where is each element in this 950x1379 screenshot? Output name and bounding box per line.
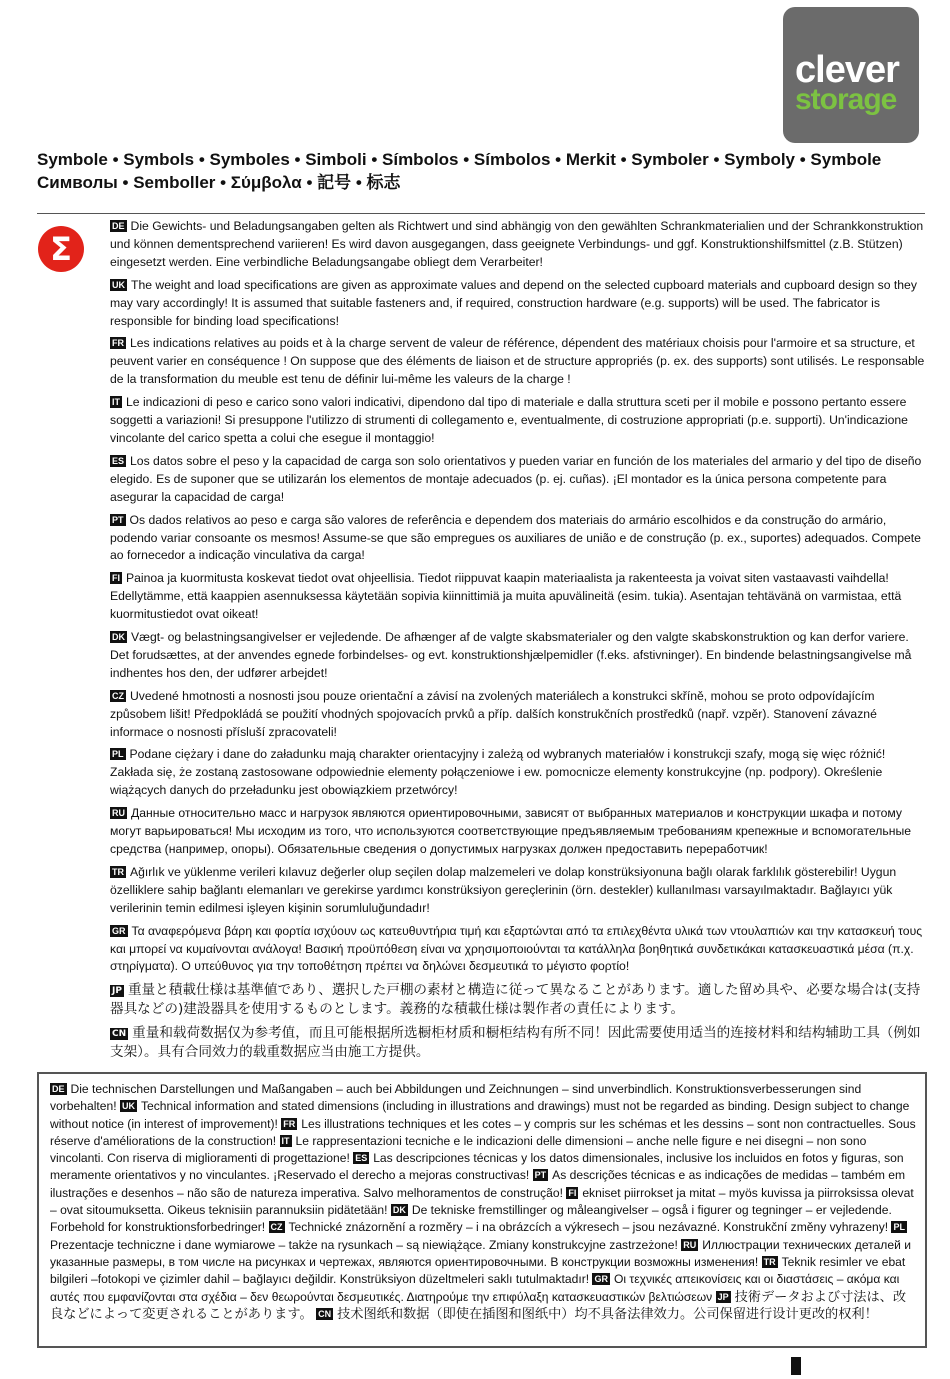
language-tag: FR bbox=[283, 1118, 296, 1129]
language-tag: DK bbox=[392, 1205, 406, 1216]
load-note-text: Les indications relatives au poids et à la charge servent de valeur de référence, dépendent des matériaux choisis pour l'armoire et sa structure, et peuvent varier en conséquence ! On suppose que des éléments de liaison et de structure appropriés (p. ex. des supports) sont utilisés. Le responsable de la transformation du meuble est tenu de définir lui-même les valeurs de la charge ! bbox=[110, 336, 925, 387]
language-tag: FI bbox=[568, 1187, 577, 1198]
load-note-jp bbox=[110, 981, 925, 1019]
load-note-text: 重量と積載仕様は基準値であり、選択した戸棚の素材と構造に従って異なることがあります。適した留め具や、必要な場合は(支持器具などの)建設器具を使用するものとします。義務的な積載仕様は製作者の責任によります。 bbox=[110, 982, 921, 1018]
logo-word-clever: clever bbox=[795, 49, 899, 91]
language-tag: GR bbox=[112, 925, 126, 936]
language-tag: TR bbox=[112, 866, 124, 877]
load-note-pt bbox=[110, 512, 925, 566]
load-note-fr bbox=[110, 335, 925, 389]
language-tag: PL bbox=[112, 749, 124, 760]
load-note-cn bbox=[110, 1024, 925, 1062]
load-note-cz bbox=[110, 688, 925, 742]
tech-notice-text: Technické znázornění a rozměry – i na obrázcích a výkresech – jsou nezávazné. Konstrukční změny vyhrazeny! bbox=[288, 1220, 889, 1235]
tech-notice-text: Иллюстрации технических деталей и указанные размеры, в том числе на рисунках и чертежах, являются ориентировочными. В конструкции возможны изменения! bbox=[50, 1237, 911, 1269]
load-note-ru bbox=[110, 805, 925, 859]
language-tag: CZ bbox=[270, 1222, 283, 1233]
load-note-text: Die Gewichts- und Beladungsangaben gelten als Richtwert und sind abhängig von den gewählten Schrankmaterialien und der Schrankkonstruktion und können dementsprechend variieren! Es wird davon ausgegangen, dass geeignete Verbindungs- und ggf. Konstruktionshilfsmittel (z.B. Stützen) eingesetzt werden. Eine verbindliche Beladungsangabe obliegt dem Verarbeiter! bbox=[110, 219, 924, 269]
load-note-text: 重量和载荷数据仅为参考值，而且可能根据所选橱柜材质和橱柜结构有所不同！因此需要使用适当的连接材料和结构辅助工具（例如支架）。具有合同效力的载重数据应当由施工方提供。 bbox=[110, 1025, 921, 1061]
language-tag: ES bbox=[355, 1153, 368, 1164]
language-tag: RU bbox=[683, 1239, 697, 1250]
load-note-text: Os dados relativos ao peso e carga são valores de referência e dependem dos materiais do armário escolhidos e da construção do armário, podendo variar consoante os mesmos! Assume-se que são empregues os auxiliares de união e de construção (p. ex., suportes) adequados. Compete ao fornecedor a indicação vinculativa da carga! bbox=[110, 512, 921, 563]
language-tag: IT bbox=[112, 397, 120, 408]
tech-notice-text: Les illustrations techniques et les cotes – y compris sur les schémas et les dessins – sont non contractuelles. Sous réserve d'améliorations de la construction! bbox=[50, 1116, 916, 1148]
technical-notice-box bbox=[37, 1072, 927, 1348]
tech-notice-text: Teknik resimler ve ebat bilgileri –fotokopi ve çizimler dahil – bağlayıcı değildir. Konstrüksiyon düzeltmeleri saklı tutulmaktadır! bbox=[50, 1254, 906, 1287]
clever-storage-logo bbox=[783, 7, 919, 143]
language-tag: DE bbox=[52, 1084, 65, 1094]
tech-notice-text: 技术图纸和数据（即使在插图和图纸中）均不具备法律效力。公司保留进行设计更改的权利！ bbox=[337, 1306, 878, 1322]
title-line-1: Symbole • Symbols • Symboles • Simboli • Símbolos • Símbolos • Merkit • Symboler • Symboly • Symbole bbox=[37, 150, 882, 169]
page-title bbox=[37, 148, 927, 194]
language-tag: FR bbox=[112, 338, 124, 349]
tech-notice-text: Le rappresentazioni tecniche e le indicazioni delle dimensioni – anche nelle figure e nei disegni – non sono vincolanti. Con riserva di miglioramenti di progettazione! bbox=[50, 1133, 867, 1166]
language-tag: PL bbox=[893, 1222, 905, 1233]
load-note-es bbox=[110, 453, 925, 507]
tech-notice-text: 技術データおよび寸法は、改良などによって変更されることがあります。 bbox=[50, 1289, 907, 1322]
language-tag: UK bbox=[121, 1101, 135, 1112]
load-note-uk bbox=[110, 277, 925, 331]
language-tag: JP bbox=[112, 986, 122, 997]
load-note-text: Uvedené hmotnosti a nosnosti jsou pouze orientační a závisí na zvolených materiálech a konstrukci skříně, mohou se proto odpovídajícím způsobem lišit! Předpokládá se použití vhodných spojovacích prvků a příp. dalších konstrukčních prostředků (např. vzpěr). Stanovení závazné informace o nosnosti přísluší zpracovateli! bbox=[110, 688, 877, 739]
tech-notice-text: Prezentacje techniczne i dane wymiarowe – także na rysunkach – są niewiążące. Zmiany konstrukcyjne zastrzeżone! bbox=[50, 1237, 678, 1252]
language-tag: UK bbox=[112, 279, 125, 290]
language-tag: CN bbox=[318, 1308, 332, 1319]
language-tag: TR bbox=[763, 1256, 776, 1267]
tech-notice-text: As descrições técnicas e as indicações de medidas – também em ilustrações e desenhos – não são de natureza imperativa. Salvo melhoramentos de construção! bbox=[50, 1168, 906, 1200]
tech-notice-text: Οι τεχνικές απεικονίσεις και οι διαστάσεις – ακόμα και αυτές που εμφανίζονται στα σχέδια – δεν θεωρούνται δεσμευτικές. Διατηρούμε την επιφύλαξη κατασκευαστικών βελτιώσεων bbox=[50, 1272, 900, 1304]
load-note-dk bbox=[110, 629, 925, 683]
language-tag: DE bbox=[112, 221, 125, 231]
language-tag: RU bbox=[112, 808, 125, 819]
language-tag: CZ bbox=[112, 690, 124, 701]
language-tag: PT bbox=[112, 514, 124, 525]
load-note-text: Vægt- og belastningsangivelser er vejledende. De afhænger af de valgte skabsmaterialer og den valgte skabskonstruktion og kan derfor variere. Det forudsættes, at der anvendes egnede forbindelses- og evt. konstruktionshjælpemidler (f.eks. afstivninger). En bindende belastningsangivelse må indhentes hos den, der udfører arbejdet! bbox=[110, 630, 912, 680]
load-note-text: Данные относительно масс и нагрузок являются ориентировочными, зависят от выбранных материалов и конструкции шкафа и потому могут варьироваться! Мы исходим из того, что используются соответствующие предъявляемым требованиям крепежные и вспомогательные средства (например, опоры). Обязательные сведения о допустимых нагрузках должен предоставить переработчик! bbox=[110, 806, 911, 856]
tech-notice-text: Las descripciones técnicas y los datos dimensionales, inclusive los incluidos en fotos y figuras, son meramente orientativos y no vinculantes. ¡Reservado el derecho a mejoras constructivas! bbox=[50, 1151, 904, 1183]
load-note-text: Ağırlık ve yüklenme verileri kılavuz değerler olup seçilen dolap malzemeleri ve dolap konstrüksiyonuna bağlı olarak farklılık gösterebilir! Uygun özelliklere sahip bağlantı elemanları ve gerekirse yardımcı konstrüksiyon gereçlerinin (örn. destekler) kullanılması varsayılmaktadır. Bağlayıcı yük verilerinin temin edilmesi işleyen kişinin sorumluluğundadır! bbox=[110, 864, 897, 915]
page-marker bbox=[791, 1357, 801, 1375]
tech-notice-text: ekniset piirrokset ja mitat – myös kuvissa ja piirroksissa olevat – ovat sitoumuksetta. Oikeus teknisiin parannuksiin pidätetään! bbox=[50, 1185, 914, 1218]
title-line-2: Символы • Semboller • Σύμβολα • 記号 • 标志 bbox=[37, 173, 401, 192]
language-tag: IT bbox=[281, 1135, 290, 1146]
language-tag: FI bbox=[112, 573, 120, 584]
load-note-text: Le indicazioni di peso e carico sono valori indicativi, dipendono dal tipo di materiale e dalla struttura sceti per il mobile e possono pertanto essere soggetti a variazioni! Si presuppone l'utilizzo di strumenti di collegamento e, eventualmente, di costruzione appropriati (p.e. supporti). Un'indicazione vincolante del carico spetta a colui che esegue il montaggio! bbox=[110, 395, 908, 445]
language-tag: GR bbox=[594, 1274, 608, 1285]
load-notes-list bbox=[110, 218, 925, 1067]
language-tag: ES bbox=[112, 455, 125, 466]
load-note-gr bbox=[110, 923, 925, 977]
divider-line bbox=[37, 213, 925, 214]
language-tag: DK bbox=[112, 632, 125, 643]
logo-word-storage: storage bbox=[795, 83, 897, 116]
load-note-tr bbox=[110, 864, 925, 918]
load-note-text: Los datos sobre el peso y la capacidad de carga son solo orientativos y pueden variar en función de los materiales del armario y del tipo de diseño elegido. Es de suponer que se utilizarán los elementos de montaje adecuados (p. ej. cuñas). ¡El montador es la única persona competente para asegurar la capacidad de carga! bbox=[110, 453, 922, 504]
sigma-icon: Σ bbox=[38, 226, 84, 272]
technical-notice-text bbox=[50, 1081, 916, 1323]
load-note-de bbox=[110, 218, 925, 272]
tech-notice-text: Die technischen Darstellungen und Maßangaben – auch bei Abbildungen und Zeichnungen – sind unverbindlich. Konstruktionsverbesserungen sind vorbehalten! bbox=[50, 1082, 862, 1114]
language-tag: JP bbox=[717, 1291, 729, 1302]
language-tag: CN bbox=[112, 1029, 127, 1040]
language-tag: PT bbox=[534, 1170, 547, 1181]
load-note-text: Podane ciężary i dane do załadunku mają charakter orientacyjny i zależą od wybranych materiałów i konstrukcji szafy, mogą się więc różnić! Zakłada się, że zostaną zastosowane odpowiednie elementy połączeniowe i ew. pomocnicze elementy konstrukcyjne (np. podpory). Określenie wiążących danych do przeładunku jest obowiązkiem przetwórcy! bbox=[110, 747, 886, 798]
tech-notice-text: Technical information and stated dimensions (including in illustrations and drawings) must not be regarded as binding. Design subject to change without notice (in interest of improvement)! bbox=[50, 1099, 910, 1131]
load-note-fi bbox=[110, 570, 925, 624]
load-note-text: Τα αναφερόμενα βάρη και φορτία ισχύουν ως κατευθυντήρια τιμή και εξαρτώνται από τα επιλεχθέντα υλικά των ντουλαπιών και την κατασκευή τους και μπορεί να κυμαίνονται ανάλογα! Βασική προϋπόθεση είναι να χρησιμοποιούνται τα κατάλληλα βοηθητικά συνδετικάκαι κατασκευαστικά μέσα (π.χ. στηρίγματα). Ο υπεύθυνος για την τοποθέτηση πρέπει να δηλώνει δεσμευτικά το μέγιστο φορτίο! bbox=[110, 923, 923, 974]
load-note-pl bbox=[110, 746, 925, 800]
load-note-text: Painoa ja kuormitusta koskevat tiedot ovat ohjeellisia. Tiedot riippuvat kaapin materiaalista ja rakenteesta ja voivat siten vastaavasti vaihdella! Edellytämme, että kaappien asennuksessa käytetään sopivia kiinnittimiä ja muita apuvälineitä (esim. tukia). Asentajan tehtävänä on varmistaa, että kuormitustiedot ovat oikeat! bbox=[110, 571, 902, 622]
load-note-it bbox=[110, 394, 925, 448]
load-note-text: The weight and load specifications are given as approximate values and depend on the selected cupboard materials and cupboard design so they may vary accordingly! It is assumed that suitable fasteners and, if required, construction hardware (e.g. supports) will be used. The fabricator is responsible for binding load specifications! bbox=[110, 277, 917, 328]
tech-notice-text: De tekniske fremstillinger og måleangivelser – også i figurer og tegninger – er vejledende. Forbehold for konstruktionsforbedringer! bbox=[50, 1203, 892, 1235]
